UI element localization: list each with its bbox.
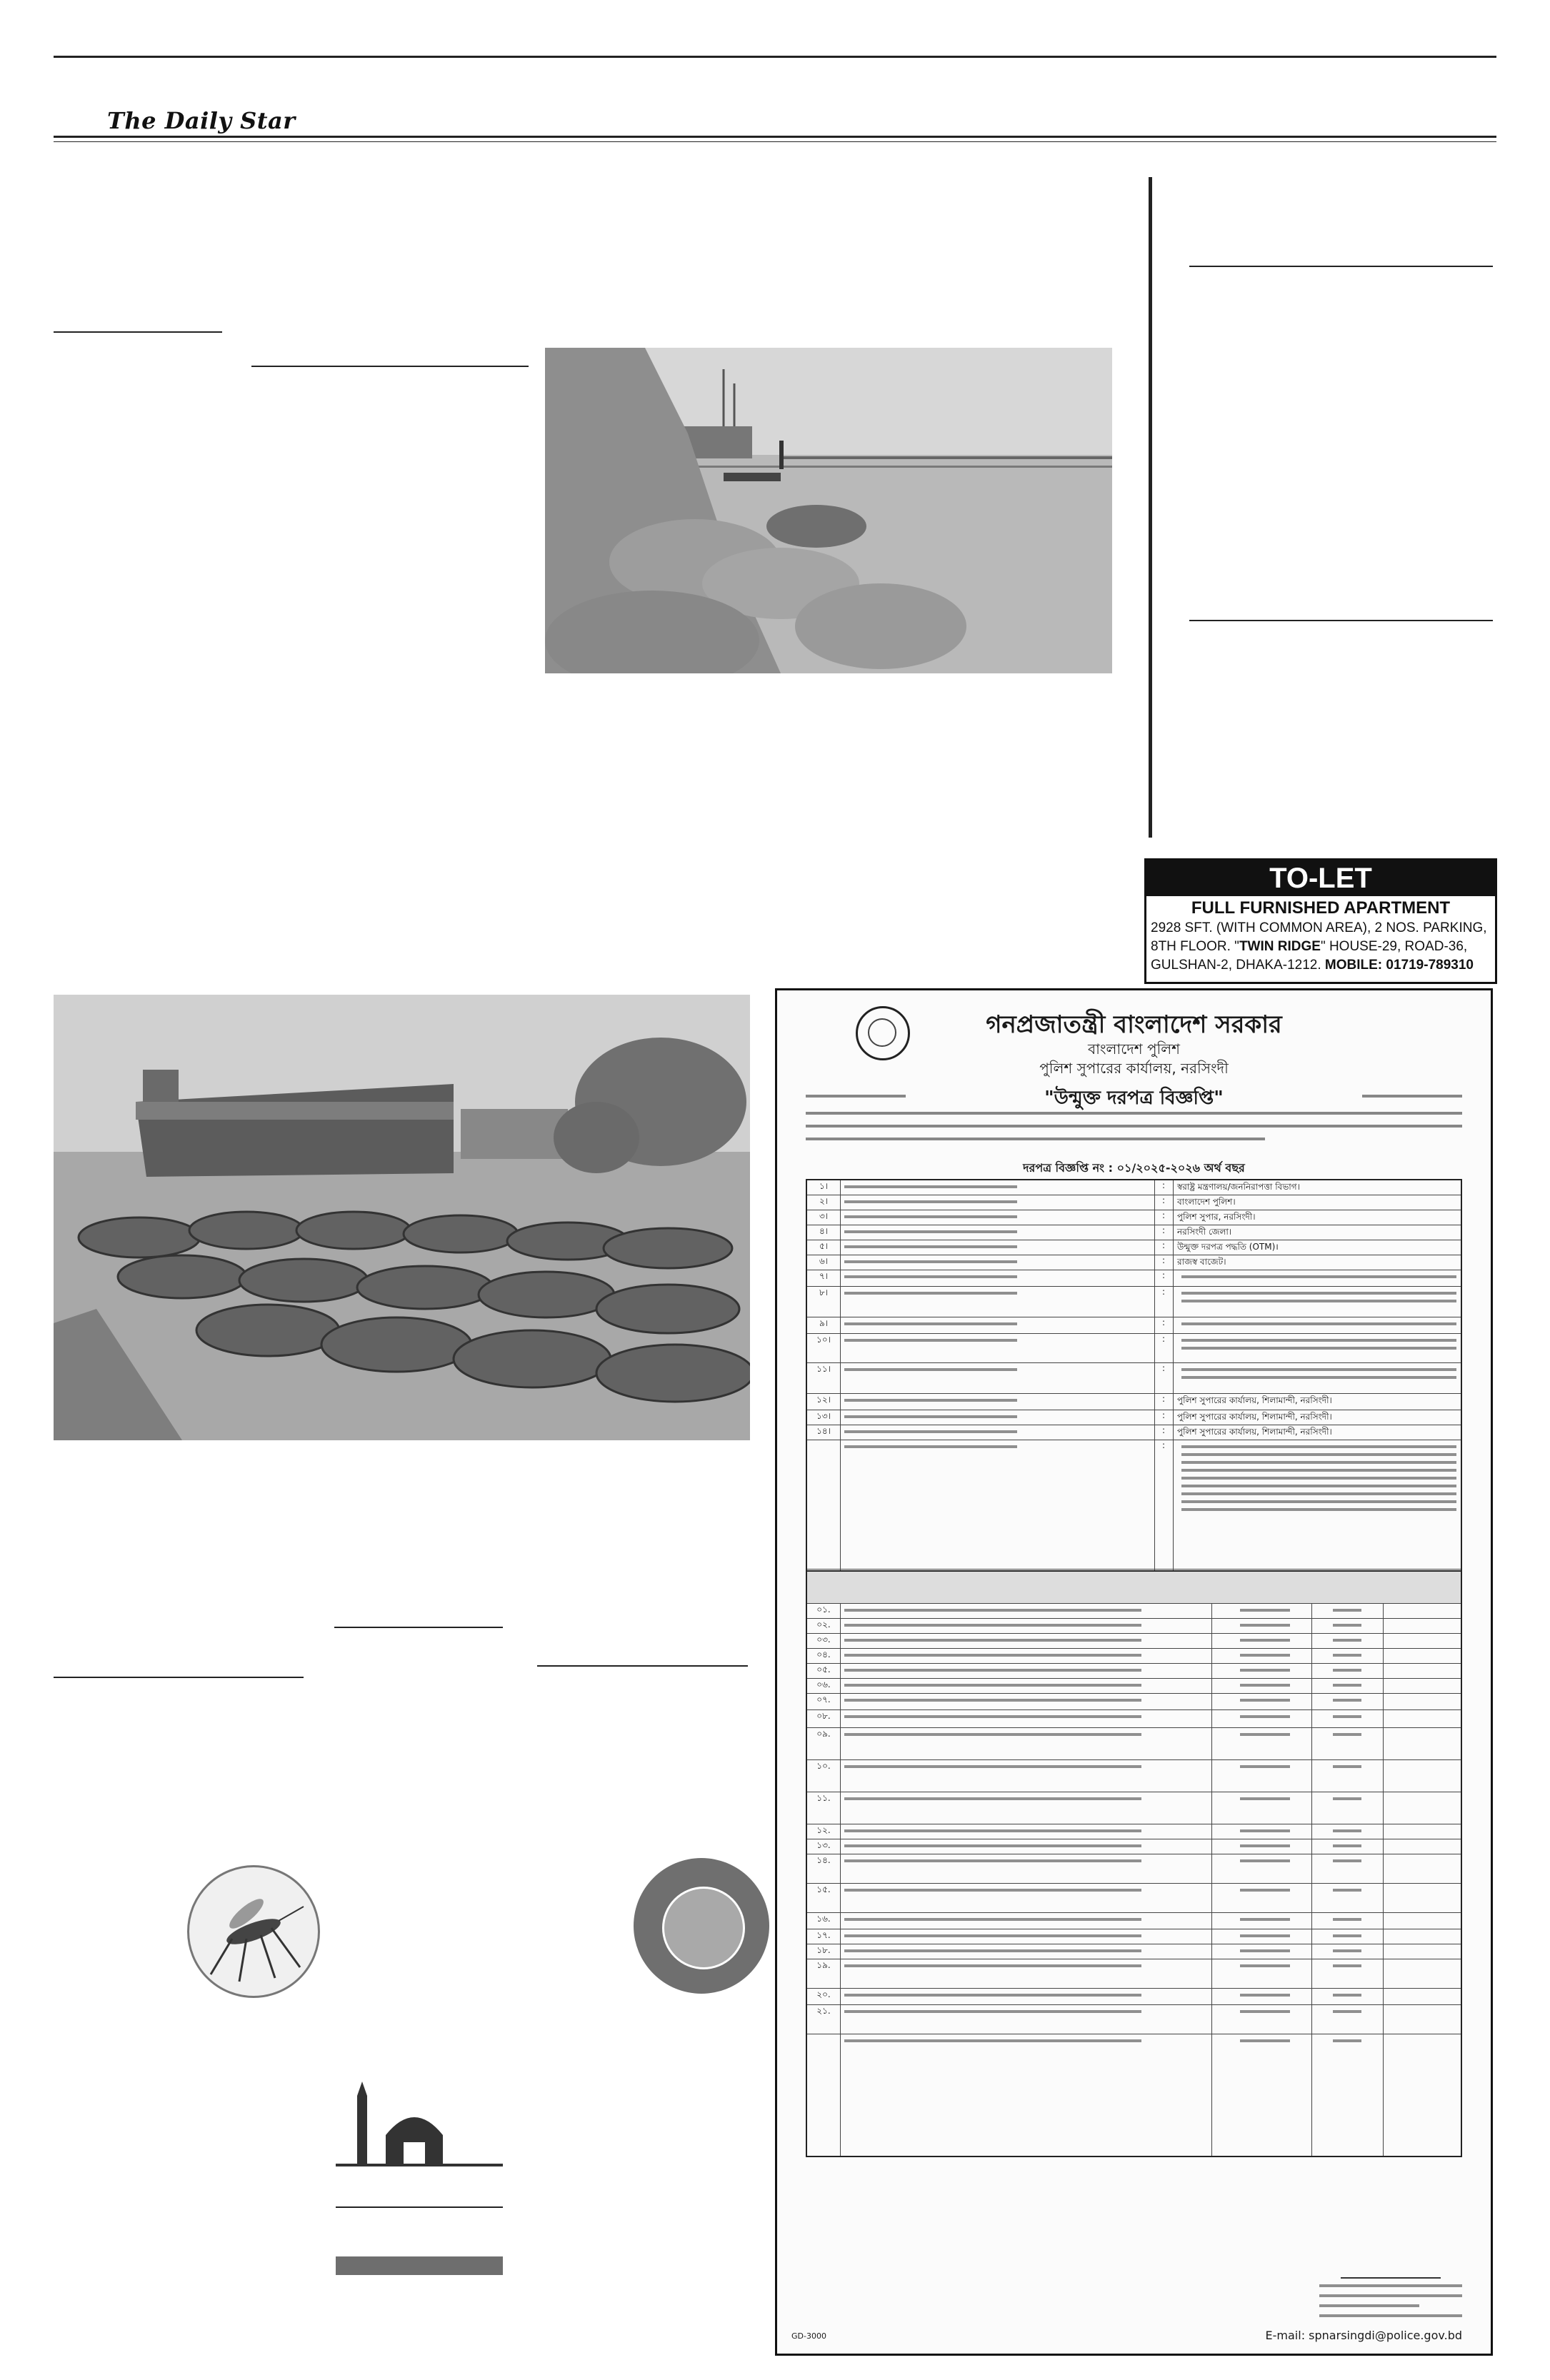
info-row-colon: : [1154,1394,1174,1410]
tender-info-row [807,1270,1461,1287]
tender-info-row [807,1195,1461,1210]
mosque-icon [336,2074,503,2171]
item-fee [1311,1710,1384,1727]
item-security [1211,1854,1312,1883]
info-row-label [840,1425,1155,1440]
tender-email: E-mail: spnarsingdi@police.gov.bd [1265,2329,1462,2342]
item-period [1383,1854,1461,1883]
tender-info-row [807,1363,1461,1394]
info-row-label [840,1363,1155,1393]
column-rule [334,1627,503,1628]
item-period [1383,1989,1461,2004]
item-description [840,2034,1212,2156]
item-number: ১৩. [807,1839,841,1854]
column-rule [1189,266,1493,267]
tender-code: GD-3000 [791,2331,826,2341]
info-row-colon: : [1154,1180,1174,1195]
tender-item-row [807,1664,1461,1679]
info-row-label [840,1394,1155,1410]
tender-notice-number: দরপত্র বিজ্ঞপ্তি নং : ০১/২০২৫-২০২৬ অর্থ বছর [1023,1161,1245,1175]
item-description [840,1854,1212,1883]
item-number: ০১. [807,1604,841,1618]
tender-info-table [806,1179,1462,1603]
item-period [1383,1792,1461,1824]
tender-info-row [807,1425,1461,1440]
item-number: ০৫. [807,1664,841,1678]
info-row-value [1173,1317,1461,1333]
item-description [840,1619,1212,1633]
mosquito-icon [189,1867,318,1996]
tolet-building-name: TWIN RIDGE [1239,939,1321,954]
item-fee [1311,1619,1384,1633]
item-security [1211,1760,1312,1792]
tender-info-row [807,1287,1461,1317]
item-security [1211,1679,1312,1693]
info-row-number: ৩। [807,1210,841,1225]
tender-info-row [807,1440,1461,1570]
tender-items-table [806,1570,1462,2157]
item-fee [1311,1989,1384,2004]
info-row-number: ১০। [807,1334,841,1362]
item-period [1383,1634,1461,1648]
tender-info-row [807,1394,1461,1410]
info-row-value: পুলিশ সুপারের কার্যালয়, শিলামান্দী, নরসিংদী। [1177,1427,1332,1437]
tender-info-row [807,1225,1461,1240]
item-description [840,1944,1212,1959]
info-row-colon: : [1154,1334,1174,1362]
info-row-colon: : [1154,1425,1174,1440]
tender-department: বাংলাদেশ পুলিশ [1087,1040,1180,1058]
info-row-number: ১৪। [807,1425,841,1440]
item-period [1383,2034,1461,2156]
info-row-label [840,1317,1155,1333]
tender-item-row [807,1824,1461,1839]
item-number: ১০. [807,1760,841,1792]
info-row-number: ১। [807,1180,841,1195]
item-period [1383,1760,1461,1792]
info-row-colon: : [1154,1287,1174,1317]
info-row-value: পুলিশ সুপারের কার্যালয়, শিলামান্দী, নরসিংদী। [1177,1412,1332,1422]
item-number: ১২. [807,1824,841,1839]
tender-info-row [807,1210,1461,1225]
tender-item-row [807,1710,1461,1728]
item-period [1383,1694,1461,1709]
tender-item-row [807,1792,1461,1824]
item-period [1383,1913,1461,1929]
tolet-subheading: FULL FURNISHED APARTMENT [1191,898,1451,918]
item-description [840,1710,1212,1727]
info-row-value: পুলিশ সুপার, নরসিংদী। [1177,1212,1256,1222]
tender-info-row [807,1255,1461,1270]
item-fee [1311,2034,1384,2156]
item-security [1211,1792,1312,1824]
item-fee [1311,1728,1384,1759]
item-security [1211,1604,1312,1618]
item-security [1211,1728,1312,1759]
info-row-value [1173,1287,1461,1317]
item-security [1211,1710,1312,1727]
tender-office: পুলিশ সুপারের কার্যালয়, নরসিংদী [1039,1060,1229,1077]
info-row-label [840,1210,1155,1225]
item-period [1383,1728,1461,1759]
item-period [1383,1604,1461,1618]
info-row-label [840,1180,1155,1195]
item-number: ০৩. [807,1634,841,1648]
item-fee [1311,1792,1384,1824]
item-period [1383,1649,1461,1663]
item-number [807,2034,841,2156]
info-row-colon: : [1154,1195,1174,1210]
column-divider [1149,177,1152,838]
item-description [840,1728,1212,1759]
info-row-value [1173,1270,1461,1286]
city-corporation-seal [634,1858,769,1994]
item-period [1383,1959,1461,1988]
info-row-number: ১১। [807,1363,841,1393]
item-description [840,1679,1212,1693]
info-row-label [840,1270,1155,1286]
tender-item-row [807,1634,1461,1649]
tender-item-row [807,1929,1461,1944]
tender-item-row [807,1944,1461,1959]
column-rule [54,331,222,333]
tender-date-line [1362,1095,1462,1098]
ship-boats-photo [54,995,750,1440]
info-row-number: ৬। [807,1255,841,1270]
tender-notice [775,988,1493,2356]
tender-item-row [807,1679,1461,1694]
items-table-header [807,1572,1461,1604]
tender-item-row [807,2005,1461,2034]
item-security [1211,1694,1312,1709]
item-period [1383,1824,1461,1839]
item-number: ১৫. [807,1884,841,1912]
item-description [840,1989,1212,2004]
info-row-value [1173,1334,1461,1362]
item-description [840,1664,1212,1678]
item-number: ১৭. [807,1929,841,1944]
column-rule [336,2206,503,2208]
item-fee [1311,1839,1384,1854]
item-fee [1311,1604,1384,1618]
tender-info-row [807,1334,1461,1363]
item-fee [1311,1634,1384,1648]
info-row-label [840,1334,1155,1362]
column-rule [251,366,529,367]
info-row-colon: : [1154,1270,1174,1286]
item-security [1211,2034,1312,2156]
item-description [840,1694,1212,1709]
riverbank-photo [545,348,1112,673]
info-row-colon: : [1154,1210,1174,1225]
info-row-number: ৯। [807,1317,841,1333]
item-description [840,1792,1212,1824]
tender-item-row [807,1604,1461,1619]
tolet-ad [1144,858,1497,984]
info-row-number: ২। [807,1195,841,1210]
item-fee [1311,1944,1384,1959]
header-bottom-rule-2 [54,141,1496,142]
tender-item-row [807,1959,1461,1989]
info-row-colon: : [1154,1410,1174,1425]
tender-item-row [807,1728,1461,1760]
info-row-label [840,1440,1155,1569]
signatory-block [1319,2284,1462,2324]
tender-info-row [807,1410,1461,1425]
item-period [1383,1839,1461,1854]
item-description [840,2005,1212,2034]
item-period [1383,1710,1461,1727]
item-number: ০৬. [807,1679,841,1693]
item-fee [1311,1913,1384,1929]
tolet-line-3: GULSHAN-2, DHAKA-1212. MOBILE: 01719-789310 [1151,958,1474,973]
info-row-colon: : [1154,1255,1174,1270]
info-row-label [840,1410,1155,1425]
tender-item-row [807,1913,1461,1929]
tolet-heading: TO-LET [1146,860,1495,896]
header-top-rule [54,56,1496,58]
item-number: ১৯. [807,1959,841,1988]
item-description [840,1634,1212,1648]
item-description [840,1824,1212,1839]
item-fee [1311,1679,1384,1693]
item-number: ০২. [807,1619,841,1633]
item-security [1211,1649,1312,1663]
item-period [1383,1679,1461,1693]
tolet-line-1: 2928 SFT. (WITH COMMON AREA), 2 NOS. PARKING, [1151,920,1487,935]
item-number: ০৮. [807,1710,841,1727]
item-security [1211,1929,1312,1944]
item-security [1211,1634,1312,1648]
tender-item-row [807,1884,1461,1913]
item-security [1211,2005,1312,2034]
tender-info-row [807,1180,1461,1195]
item-number: ১৪. [807,1854,841,1883]
info-row-value: পুলিশ সুপারের কার্যালয়, শিলামান্দী, নরসিংদী। [1177,1395,1332,1405]
item-description [840,1959,1212,1988]
info-row-label [840,1287,1155,1317]
gray-block [336,2256,503,2275]
item-number: ০৭. [807,1694,841,1709]
item-number: ২০. [807,1989,841,2004]
info-row-label [840,1255,1155,1270]
header-bottom-rule [54,136,1496,138]
item-fee [1311,1929,1384,1944]
tender-item-row [807,1649,1461,1664]
item-fee [1311,1664,1384,1678]
info-row-value: উন্মুক্ত দরপত্র পদ্ধতি (OTM)। [1177,1242,1279,1252]
tender-info-row [807,1240,1461,1255]
tender-item-row [807,1854,1461,1884]
item-fee [1311,1884,1384,1912]
item-period [1383,1664,1461,1678]
info-row-label [840,1195,1155,1210]
tender-item-row [807,1989,1461,2005]
item-period [1383,1884,1461,1912]
info-row-number: ৫। [807,1240,841,1255]
info-row-value [1173,1363,1461,1393]
item-security [1211,1619,1312,1633]
info-row-number: ৮। [807,1287,841,1317]
info-row-value: স্বরাষ্ট্র মন্ত্রণালয়/জননিরাপত্তা বিভাগ। [1177,1182,1300,1192]
info-row-label [840,1240,1155,1255]
info-row-value: বাংলাদেশ পুলিশ। [1177,1197,1236,1207]
item-fee [1311,1649,1384,1663]
item-number: ১১. [807,1792,841,1824]
item-number: ২১. [807,2005,841,2034]
column-rule [537,1665,748,1667]
item-security [1211,1944,1312,1959]
column-rule [54,1677,304,1678]
info-row-colon: : [1154,1240,1174,1255]
tender-item-row [807,2034,1461,2156]
column-rule [1189,620,1493,621]
item-description [840,1929,1212,1944]
item-fee [1311,1854,1384,1883]
item-period [1383,2005,1461,2034]
item-description [840,1649,1212,1663]
mosquito-logo [187,1865,320,1998]
item-security [1211,1839,1312,1854]
info-row-number: ১২। [807,1394,841,1410]
item-description [840,1604,1212,1618]
item-number: ০৯. [807,1728,841,1759]
info-row-colon: : [1154,1317,1174,1333]
item-number: ১৬. [807,1913,841,1929]
item-number: ০৪. [807,1649,841,1663]
item-description [840,1913,1212,1929]
tender-info-row [807,1317,1461,1334]
info-row-colon: : [1154,1440,1174,1569]
item-fee [1311,1959,1384,1988]
info-row-number: ৪। [807,1225,841,1240]
tolet-line-2: 8TH FLOOR. "TWIN RIDGE" HOUSE-29, ROAD-36, [1151,939,1468,954]
item-fee [1311,1760,1384,1792]
item-period [1383,1944,1461,1959]
item-description [840,1760,1212,1792]
tender-title: "উন্মুক্ত দরপত্র বিজ্ঞপ্তি" [1044,1088,1224,1109]
item-description [840,1884,1212,1912]
tender-item-row [807,1839,1461,1854]
info-row-value [1173,1440,1461,1569]
info-row-value: নরসিংদী জেলা। [1177,1227,1232,1237]
tender-item-row [807,1760,1461,1792]
item-fee [1311,1694,1384,1709]
info-row-label [840,1225,1155,1240]
info-row-value: রাজস্ব বাজেট। [1177,1257,1226,1267]
item-security [1211,1884,1312,1912]
info-row-number: ৭। [807,1270,841,1286]
item-security [1211,1959,1312,1988]
item-period [1383,1929,1461,1944]
item-number: ১৮. [807,1944,841,1959]
item-fee [1311,1824,1384,1839]
item-security [1211,1913,1312,1929]
item-period [1383,1619,1461,1633]
item-security [1211,1664,1312,1678]
item-description [840,1839,1212,1854]
tender-item-row [807,1619,1461,1634]
item-security [1211,1824,1312,1839]
tender-government: গনপ্রজাতন্ত্রী বাংলাদেশ সরকার [986,1010,1282,1039]
tender-item-row [807,1694,1461,1710]
masthead: The Daily Star [107,107,296,134]
info-row-number [807,1440,841,1569]
tolet-mobile: MOBILE: 01719-789310 [1324,958,1474,973]
tender-intro [806,1112,1462,1159]
signature [1341,2249,1441,2279]
info-row-number: ১৩। [807,1410,841,1425]
info-row-colon: : [1154,1225,1174,1240]
item-security [1211,1989,1312,2004]
item-fee [1311,2005,1384,2034]
info-row-colon: : [1154,1363,1174,1393]
